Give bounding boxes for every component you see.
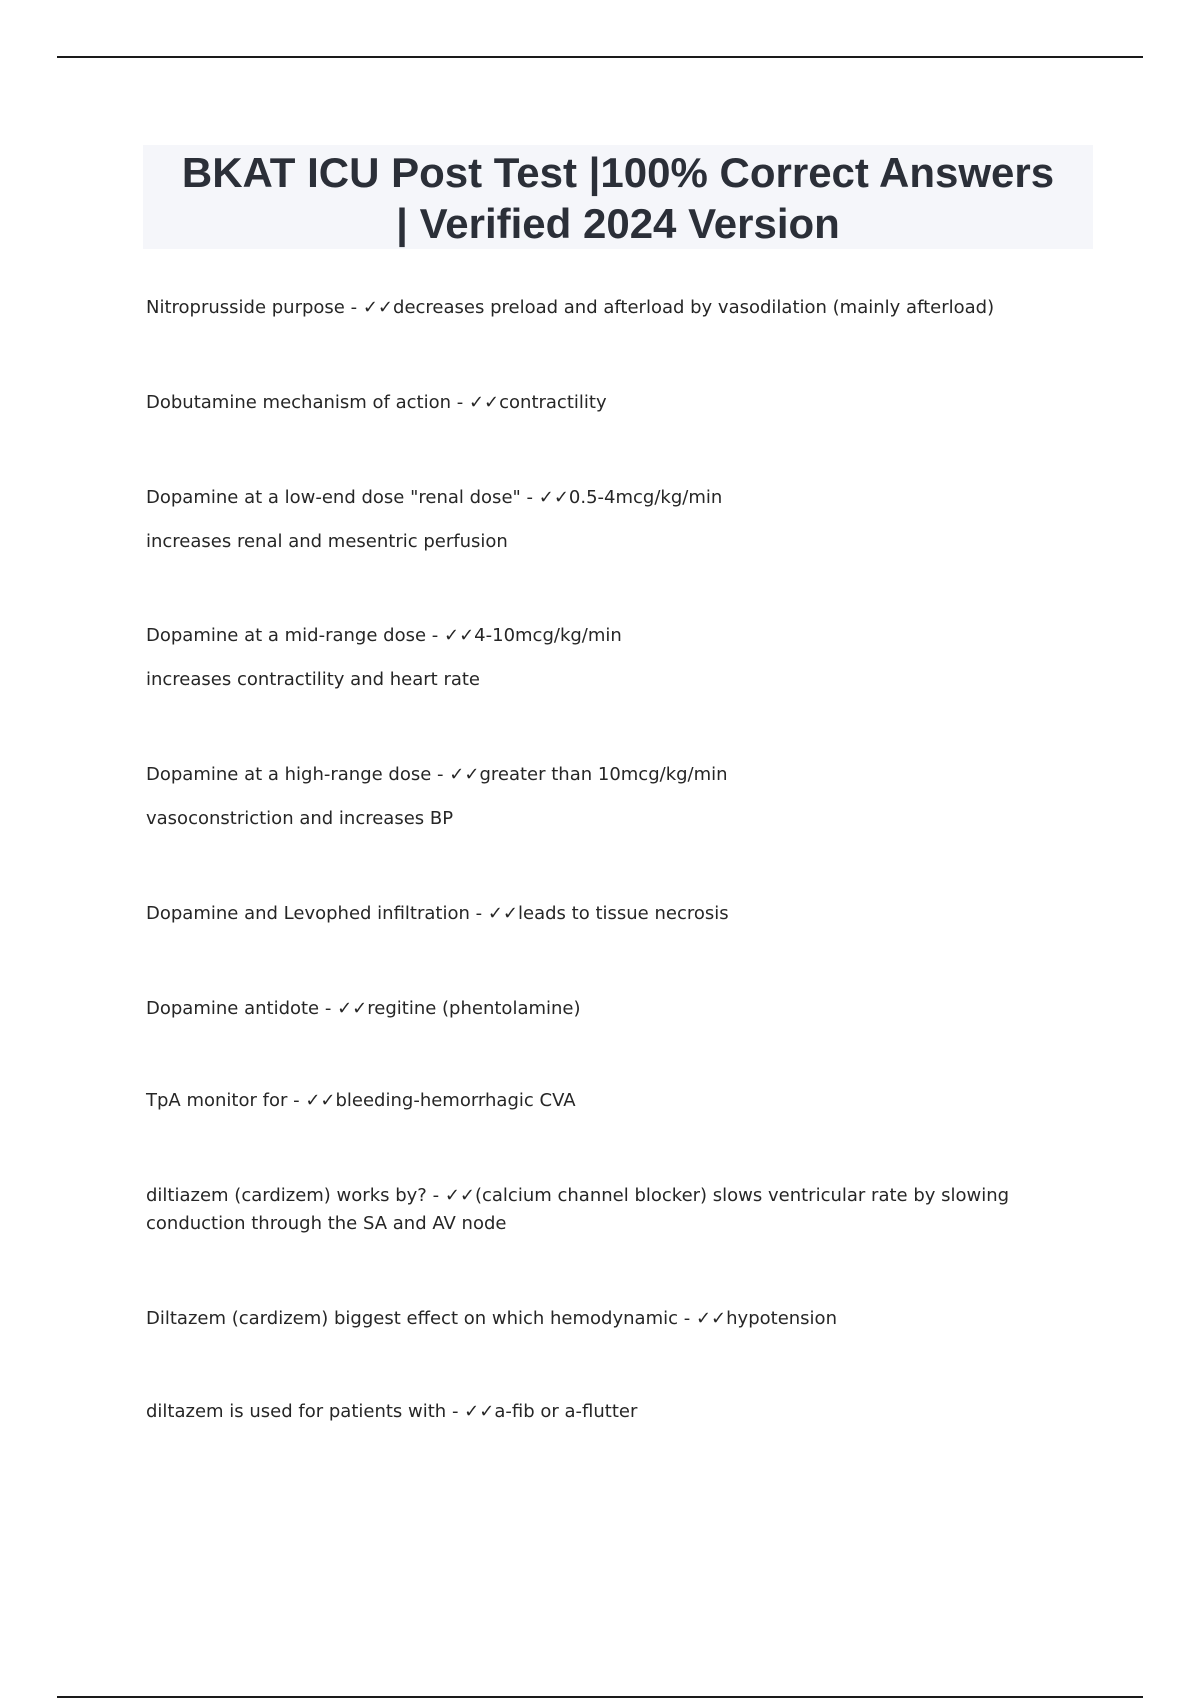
check-icon: ✓✓	[305, 1090, 336, 1111]
check-icon: ✓✓	[487, 903, 519, 924]
qa-separator: -	[426, 625, 444, 646]
qa-separator: -	[469, 903, 488, 924]
document-title-line-2: | Verified 2024 Version	[396, 200, 840, 247]
qa-question: Diltazem (cardizem) biggest effect on which hemodynamic	[146, 1308, 679, 1329]
qa-line	[146, 761, 1046, 789]
check-icon: ✓✓	[538, 487, 569, 508]
qa-line	[146, 622, 1046, 650]
qa-entry	[146, 484, 1046, 556]
qa-entry	[146, 1182, 1026, 1238]
qa-question: Dopamine at a high-range dose	[146, 764, 432, 785]
check-icon: ✓✓	[362, 297, 394, 318]
qa-question: Dopamine antidote	[146, 998, 320, 1019]
qa-question: Dopamine at a mid-range dose	[146, 625, 427, 646]
qa-answer: a-fib or a-flutter	[494, 1401, 638, 1422]
qa-answer: (calcium channel blocker) slows ventricular rate by slowing conduction through the SA and AV node	[146, 1185, 1010, 1234]
bottom-rule	[57, 1696, 1143, 1698]
qa-entry	[146, 622, 1046, 694]
check-icon: ✓✓	[449, 764, 480, 785]
qa-answer-detail: increases contractility and heart rate	[146, 669, 481, 690]
qa-line	[146, 1087, 1046, 1115]
qa-question: Nitroprusside purpose	[146, 297, 345, 318]
qa-separator: -	[287, 1090, 306, 1111]
qa-question: Dopamine at a low-end dose "renal dose"	[146, 487, 521, 508]
check-icon: ✓✓	[444, 1185, 475, 1206]
qa-separator: -	[678, 1308, 696, 1329]
qa-line	[146, 900, 1046, 928]
qa-entry	[146, 294, 1046, 322]
qa-answer: decreases preload and afterload by vasodilation (mainly afterload)	[393, 297, 995, 318]
qa-line	[146, 294, 1046, 322]
qa-separator: -	[426, 1185, 445, 1206]
qa-answer: leads to tissue necrosis	[518, 903, 729, 924]
qa-answer: greater than 10mcg/kg/min	[479, 764, 728, 785]
qa-line	[146, 1305, 1046, 1333]
qa-line	[146, 389, 1046, 417]
qa-question: Dopamine and Levophed infiltration	[146, 903, 470, 924]
qa-separator: -	[451, 392, 469, 413]
qa-entry	[146, 761, 1046, 833]
qa-answer: 0.5-4mcg/kg/min	[568, 487, 723, 508]
qa-answer: bleeding-hemorrhagic CVA	[335, 1090, 576, 1111]
top-rule	[57, 56, 1143, 58]
qa-separator: -	[520, 487, 539, 508]
qa-line	[146, 1398, 1046, 1426]
qa-separator: -	[446, 1401, 465, 1422]
title-banner	[143, 145, 1093, 249]
check-icon: ✓✓	[337, 998, 368, 1019]
qa-answer-detail: increases renal and mesentric perfusion	[146, 531, 508, 552]
qa-question: diltazem is used for patients with	[146, 1401, 447, 1422]
qa-answer: regitine (phentolamine)	[367, 998, 581, 1019]
qa-line	[146, 1182, 1026, 1238]
qa-answer: hypotension	[726, 1308, 837, 1329]
qa-answer: contractility	[499, 392, 607, 413]
qa-entry	[146, 1398, 1046, 1426]
qa-question: Dobutamine mechanism of action	[146, 392, 451, 413]
qa-entry	[146, 1087, 1046, 1115]
qa-separator: -	[319, 998, 338, 1019]
check-icon: ✓✓	[464, 1401, 495, 1422]
qa-line	[146, 995, 1046, 1023]
qa-entry	[146, 1305, 1046, 1333]
qa-separator: -	[344, 297, 363, 318]
check-icon: ✓✓	[468, 392, 500, 413]
qa-question: diltiazem (cardizem) works by?	[146, 1185, 427, 1206]
document-title-line-1: BKAT ICU Post Test |100% Correct Answers	[181, 149, 1055, 196]
qa-answer-detail: vasoconstriction and increases BP	[146, 808, 454, 829]
qa-entry	[146, 389, 1046, 417]
qa-separator: -	[431, 764, 450, 785]
check-icon: ✓✓	[695, 1308, 727, 1329]
qa-entry	[146, 995, 1046, 1023]
qa-question: TpA monitor for	[146, 1090, 288, 1111]
qa-answer: 4-10mcg/kg/min	[474, 625, 622, 646]
qa-line	[146, 484, 1046, 512]
qa-entry	[146, 900, 1046, 928]
check-icon: ✓✓	[444, 625, 475, 646]
